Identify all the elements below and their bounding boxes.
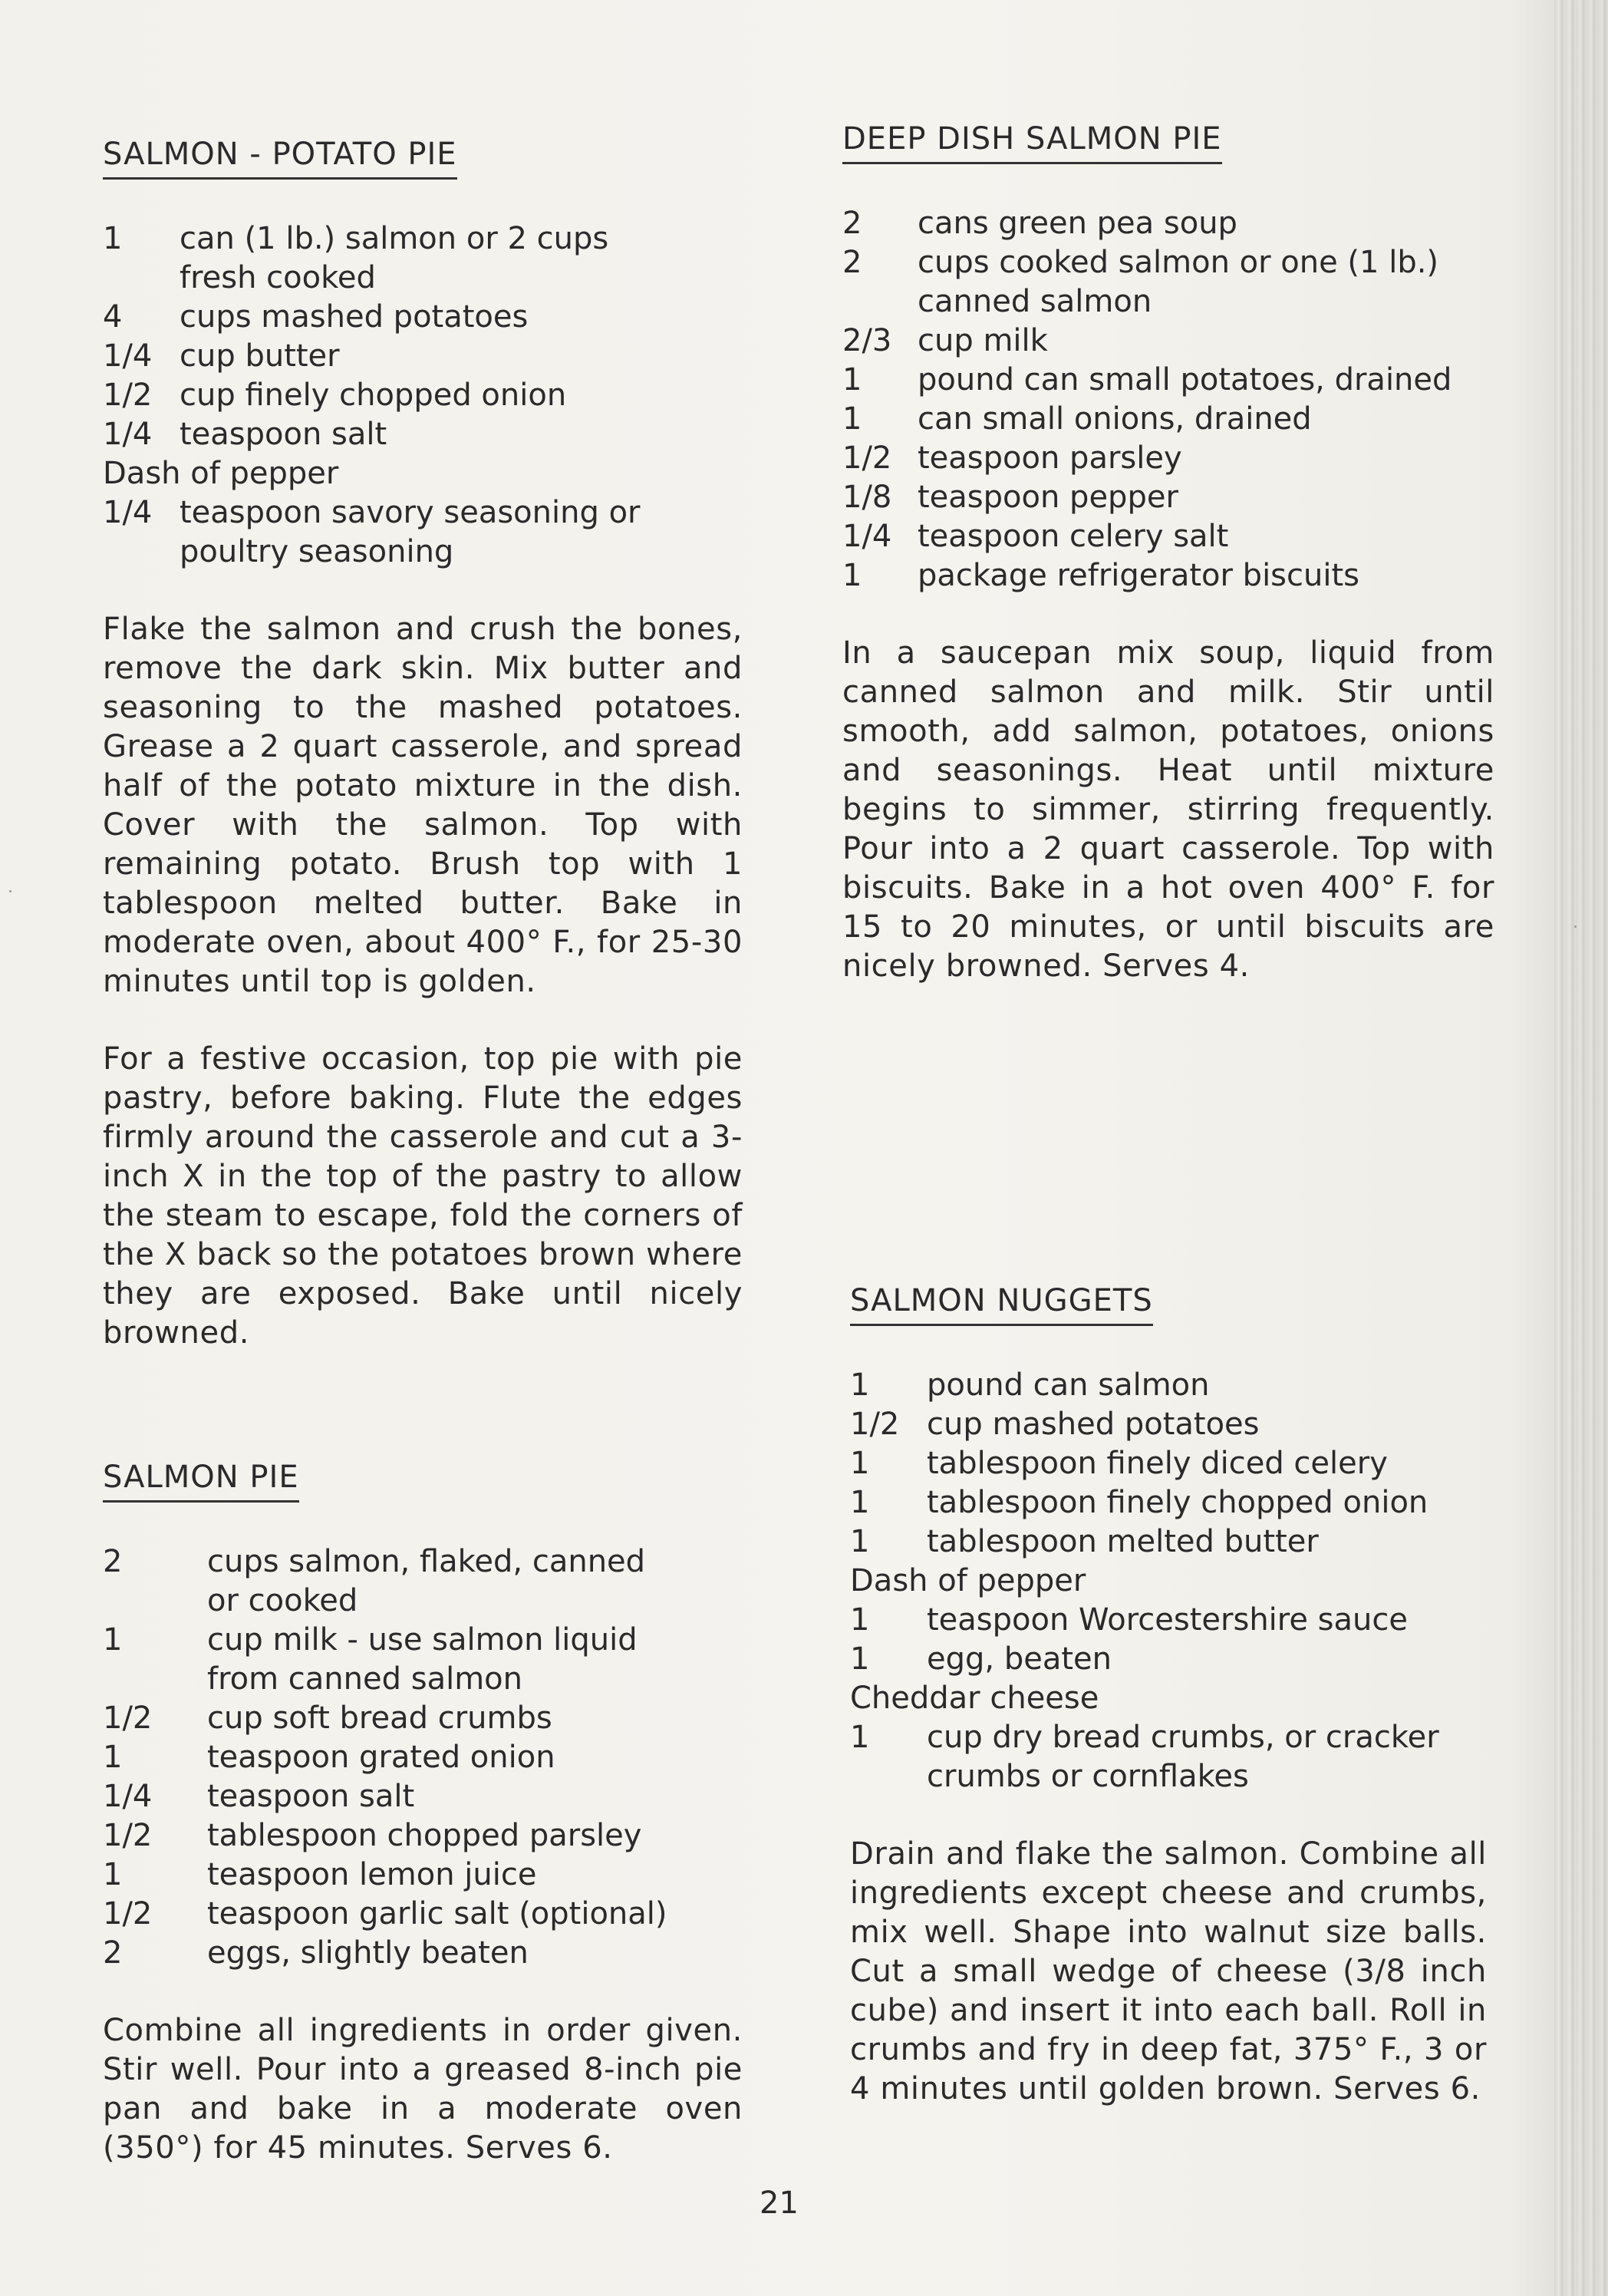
instructions: [850, 1835, 1487, 2109]
ingredient-quantity: 1: [103, 1857, 123, 1892]
ingredient-text: tablespoon chopped parsley: [207, 1818, 642, 1853]
recipe-title: SALMON PIE: [103, 1458, 299, 1503]
ingredient-text-continued: poultry seasoning: [180, 534, 454, 569]
ingredient-text: can small onions, drained: [918, 401, 1312, 437]
instructions: [103, 610, 743, 1353]
ingredient-line: [850, 1601, 1487, 1640]
ingredient-item: [180, 337, 743, 376]
ingredient-text: teaspoon salt: [207, 1779, 415, 1814]
ingredient-item: [180, 493, 743, 572]
ingredient-text: cup mashed potatoes: [927, 1407, 1260, 1442]
ingredient-quantity: 1: [103, 1622, 123, 1658]
ingredient-line: [103, 1895, 743, 1934]
ingredient-line: [850, 1366, 1487, 1405]
ingredient-text: cans green pea soup: [918, 206, 1237, 241]
ingredient-quantity: 1: [850, 1720, 870, 1755]
ingredient-text: teaspoon Worcestershire sauce: [927, 1602, 1408, 1638]
ingredient-text: cups cooked salmon or one (1 lb.): [918, 245, 1439, 280]
ingredient-quantity: 1/2: [850, 1407, 900, 1442]
ingredient-line: [842, 361, 1494, 400]
ingredient-item: [918, 556, 1494, 595]
ingredient-item: [180, 219, 743, 298]
ingredient-text-continued: crumbs or cornflakes: [927, 1759, 1249, 1794]
ingredient-quantity: 1: [842, 362, 862, 398]
ingredient-item: [207, 1738, 743, 1777]
ingredient-quantity: 1/4: [103, 338, 153, 374]
ingredient-quantity: 1: [850, 1602, 870, 1638]
ingredient-text: teaspoon parsley: [918, 440, 1182, 476]
ingredient-item: [918, 400, 1494, 439]
ingredient-item: [180, 415, 743, 454]
ingredient-text: package refrigerator biscuits: [918, 558, 1359, 593]
ingredient-text: pound can salmon: [927, 1367, 1210, 1403]
ingredient-line: [842, 243, 1494, 322]
ingredient-quantity: 1/2: [103, 1896, 153, 1931]
ingredient-line: [842, 322, 1494, 361]
ingredient-line: [103, 1542, 743, 1621]
ingredient-text: teaspoon grated onion: [207, 1740, 555, 1775]
ingredient-line: [850, 1640, 1487, 1679]
page-binding-edge: [1554, 0, 1608, 2296]
ingredient-text: teaspoon celery salt: [918, 519, 1229, 554]
recipe-salmon-nuggets: [850, 1282, 1487, 2109]
ingredient-line: [103, 415, 743, 454]
recipe-salmon-pie: [103, 1458, 743, 2168]
ingredient-text: cup milk: [918, 323, 1048, 358]
instruction-paragraph: Combine all ingredients in order given. Stir well. Pour into a greased 8-inch pie pan and bake in a moderate oven (350°) for 45 minutes. Serves 6.: [103, 2013, 743, 2166]
ingredient-text: tablespoon finely chopped onion: [927, 1485, 1428, 1520]
ingredient-text: cups salmon, flaked, canned: [207, 1544, 646, 1579]
ingredient-text: cup finely chopped onion: [180, 378, 567, 413]
ingredient-item: [918, 517, 1494, 556]
ingredient-item: [180, 298, 743, 337]
ingredient-item: [918, 322, 1494, 361]
ingredient-text: teaspoon pepper: [918, 480, 1178, 515]
ingredient-line: [850, 1483, 1487, 1522]
paper-speck: [9, 890, 12, 892]
ingredient-item: [207, 1856, 743, 1895]
ingredient-line: [103, 219, 743, 298]
ingredient-line: [103, 1738, 743, 1777]
recipe-salmon-potato-pie: [103, 135, 743, 1353]
instruction-paragraph: For a festive occasion, top pie with pie pastry, before baking. Flute the edges firmly around the casserole and cut a 3-inch X in the top of the pastry to allow the steam to escape, fold the corners of the X back so the potatoes brown where they are exposed. Bake until nicely browned.: [103, 1041, 743, 1351]
ingredient-text: egg, beaten: [927, 1641, 1112, 1677]
ingredient-quantity: 1/4: [103, 495, 153, 530]
ingredient-item: [918, 478, 1494, 517]
ingredient-text: can (1 lb.) salmon or 2 cups: [180, 221, 609, 256]
ingredient-item: [927, 1405, 1487, 1444]
ingredient-item: [918, 439, 1494, 478]
ingredient-item: [207, 1699, 743, 1738]
ingredient-item: [918, 243, 1494, 322]
ingredient-line: [103, 298, 743, 337]
ingredient-quantity: 1/4: [103, 417, 153, 452]
ingredient-item: [207, 1777, 743, 1816]
ingredient-text-continued: fresh cooked: [180, 260, 376, 295]
ingredient-line: [103, 1856, 743, 1895]
ingredient-line: [103, 1621, 743, 1699]
ingredient-text: cup butter: [180, 338, 340, 374]
ingredient-quantity: 2/3: [842, 323, 892, 358]
ingredient-text: cup milk - use salmon liquid: [207, 1622, 638, 1658]
ingredient-text: teaspoon savory seasoning or: [180, 495, 641, 530]
ingredient-quantity: 4: [103, 299, 123, 335]
ingredient-item: [207, 1934, 743, 1973]
ingredient-line: [842, 204, 1494, 243]
ingredient-line: [103, 1934, 743, 1973]
ingredient-line: [850, 1718, 1487, 1796]
ingredient-item: [927, 1522, 1487, 1562]
ingredient-quantity: 1: [850, 1446, 870, 1481]
ingredient-line: [103, 1816, 743, 1856]
ingredient-quantity: 1/2: [103, 1701, 153, 1736]
instruction-paragraph: Drain and flake the salmon. Combine all ingredients except cheese and crumbs, mix well. Shape into walnut size balls. Cut a small wedge of cheese (3/8 inch cube) and insert it into each ball. Roll in crumbs and fry in deep fat, 375° F., 3 or 4 minutes until golden brown. Serves 6.: [850, 1836, 1487, 2106]
recipe-title: SALMON - POTATO PIE: [103, 135, 457, 180]
ingredient-quantity: 1: [842, 558, 862, 593]
instruction-paragraph: Flake the salmon and crush the bones, remove the dark skin. Mix butter and seasoning to the mashed potatoes. Grease a 2 quart casserole, and spread half of the potato mixture in the dish. Cover with the salmon. Top with remaining potato. Brush top with 1 tablespoon melted butter. Bake in moderate oven, about 400° F., for 25-30 minutes until top is golden.: [103, 612, 743, 999]
ingredient-line: [850, 1522, 1487, 1562]
ingredient-item: [207, 1621, 743, 1699]
ingredient-text: tablespoon finely diced celery: [927, 1446, 1388, 1481]
ingredient-text: teaspoon salt: [180, 417, 387, 452]
ingredient-line: [842, 556, 1494, 595]
recipe-title: SALMON NUGGETS: [850, 1282, 1153, 1326]
ingredient-quantity: 1: [103, 1740, 123, 1775]
ingredient-text: eggs, slightly beaten: [207, 1935, 529, 1971]
ingredient-text: tablespoon melted butter: [927, 1524, 1319, 1559]
ingredient-quantity: 2: [103, 1544, 123, 1579]
ingredient-item: [927, 1444, 1487, 1483]
ingredient-quantity: 1/2: [842, 440, 892, 476]
ingredient-text: pound can small potatoes, drained: [918, 362, 1452, 398]
ingredient-text-continued: or cooked: [207, 1583, 358, 1618]
ingredient-line: [842, 517, 1494, 556]
ingredient-line: Dash of pepper: [103, 456, 339, 491]
ingredient-line: [103, 337, 743, 376]
ingredient-list: [103, 1542, 743, 1973]
ingredient-item: [207, 1816, 743, 1856]
recipe-title: DEEP DISH SALMON PIE: [842, 120, 1222, 164]
ingredient-line: [850, 1444, 1487, 1483]
ingredient-text: teaspoon garlic salt (optional): [207, 1896, 667, 1931]
instruction-paragraph: In a saucepan mix soup, liquid from canned salmon and milk. Stir until smooth, add salmon, potatoes, onions and seasonings. Heat until mixture begins to simmer, stirring frequently. Pour into a 2 quart casserole. Top with biscuits. Bake in a hot oven 400° F. for 15 to 20 minutes, or until biscuits are nicely browned. Serves 4.: [842, 635, 1494, 984]
ingredient-item: [927, 1640, 1487, 1679]
ingredient-quantity: 1/4: [103, 1779, 153, 1814]
ingredient-quantity: 1: [850, 1485, 870, 1520]
ingredient-quantity: 1/8: [842, 480, 892, 515]
instructions: [103, 2011, 743, 2168]
recipe-deep-dish-salmon-pie: [842, 120, 1494, 986]
ingredient-list: [103, 219, 743, 572]
ingredient-line: [103, 1699, 743, 1738]
ingredient-text-continued: canned salmon: [918, 284, 1152, 319]
ingredient-quantity: 1/4: [842, 519, 892, 554]
ingredient-quantity: 1: [850, 1367, 870, 1403]
ingredient-quantity: 1/2: [103, 378, 153, 413]
ingredient-item: [207, 1542, 743, 1621]
ingredient-item: [927, 1601, 1487, 1640]
ingredient-quantity: 2: [842, 245, 862, 280]
ingredient-item: [927, 1483, 1487, 1522]
ingredient-line: [850, 1405, 1487, 1444]
ingredient-line: Cheddar cheese: [850, 1681, 1099, 1716]
ingredient-line: [842, 439, 1494, 478]
ingredient-line: [103, 376, 743, 415]
ingredient-list: [850, 1366, 1487, 1796]
ingredient-quantity: 2: [103, 1935, 123, 1971]
ingredient-text: cups mashed potatoes: [180, 299, 529, 335]
paper-speck: [1574, 925, 1577, 928]
ingredient-item: [918, 204, 1494, 243]
ingredient-line: [103, 493, 743, 572]
ingredient-text: cup dry bread crumbs, or cracker: [927, 1720, 1439, 1755]
ingredient-quantity: 1/2: [103, 1818, 153, 1853]
ingredient-text-continued: from canned salmon: [207, 1661, 522, 1697]
ingredient-quantity: 1: [850, 1641, 870, 1677]
ingredient-item: [927, 1366, 1487, 1405]
ingredient-item: [918, 361, 1494, 400]
ingredient-quantity: 1: [103, 221, 123, 256]
ingredient-quantity: 1: [842, 401, 862, 437]
ingredient-quantity: 1: [850, 1524, 870, 1559]
ingredient-line: [842, 478, 1494, 517]
ingredient-item: [927, 1718, 1487, 1796]
ingredient-quantity: 2: [842, 206, 862, 241]
ingredient-line: Dash of pepper: [850, 1563, 1086, 1598]
instructions: [842, 634, 1494, 986]
page-number: 21: [760, 2185, 799, 2221]
ingredient-text: cup soft bread crumbs: [207, 1701, 552, 1736]
ingredient-line: [103, 1777, 743, 1816]
ingredient-item: [207, 1895, 743, 1934]
ingredient-list: [842, 204, 1494, 595]
ingredient-line: [842, 400, 1494, 439]
ingredient-item: [180, 376, 743, 415]
ingredient-text: teaspoon lemon juice: [207, 1857, 537, 1892]
